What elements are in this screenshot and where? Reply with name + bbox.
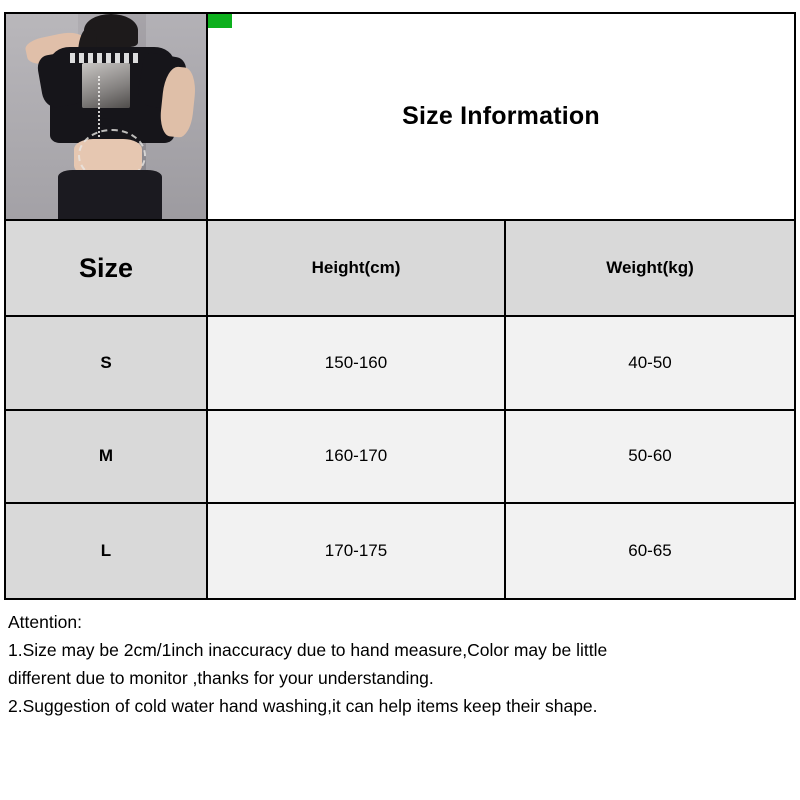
card-title-cell: [208, 14, 794, 219]
cell-weight: [506, 317, 794, 409]
table-row: [6, 317, 794, 411]
column-header-height-label: Height(cm): [311, 258, 401, 278]
attention-line-1: 1.Size may be 2cm/1inch inaccuracy due to hand measure,Color may be little: [8, 640, 608, 660]
cell-weight: [506, 411, 794, 503]
cell-size: [6, 317, 208, 409]
cell-height: [208, 411, 506, 503]
cell-height-value: 160-170: [324, 446, 388, 466]
cell-size-value: S: [100, 352, 112, 372]
green-marker-tab: [208, 14, 232, 28]
photo-necklace-chain: [98, 76, 120, 138]
attention-notes: [8, 608, 788, 720]
cell-weight-value: 50-60: [628, 446, 672, 466]
column-header-height: [208, 221, 506, 315]
cell-height-value: 150-160: [324, 352, 388, 372]
attention-line-2: different due to monitor ,thanks for your understanding.: [8, 668, 434, 688]
photo-model-pants: [58, 170, 162, 219]
cell-weight-value: 60-65: [628, 541, 672, 561]
column-header-weight-label: Weight(kg): [606, 258, 694, 278]
cell-size-value: L: [100, 541, 112, 561]
product-photo: [6, 14, 206, 219]
photo-shirt-print-text: [70, 53, 142, 63]
product-photo-cell: [6, 14, 208, 219]
column-header-size-label: Size: [78, 252, 134, 283]
attention-heading: Attention:: [8, 612, 82, 632]
attention-line-3: 2.Suggestion of cold water hand washing,it can help items keep their shape.: [8, 696, 598, 716]
cell-size: [6, 504, 208, 598]
cell-height: [208, 504, 506, 598]
cell-size-value: M: [98, 446, 114, 466]
column-header-size: [6, 221, 208, 315]
table-row: [6, 411, 794, 505]
table-row: [6, 504, 794, 598]
size-information-card: [4, 12, 796, 600]
column-header-weight: [506, 221, 794, 315]
card-header-row: [6, 14, 794, 221]
page-title: Size Information: [402, 102, 600, 131]
cell-size: [6, 411, 208, 503]
cell-height: [208, 317, 506, 409]
cell-height-value: 170-175: [324, 541, 388, 561]
cell-weight-value: 40-50: [628, 352, 672, 372]
table-header-row: [6, 221, 794, 317]
cell-weight: [506, 504, 794, 598]
